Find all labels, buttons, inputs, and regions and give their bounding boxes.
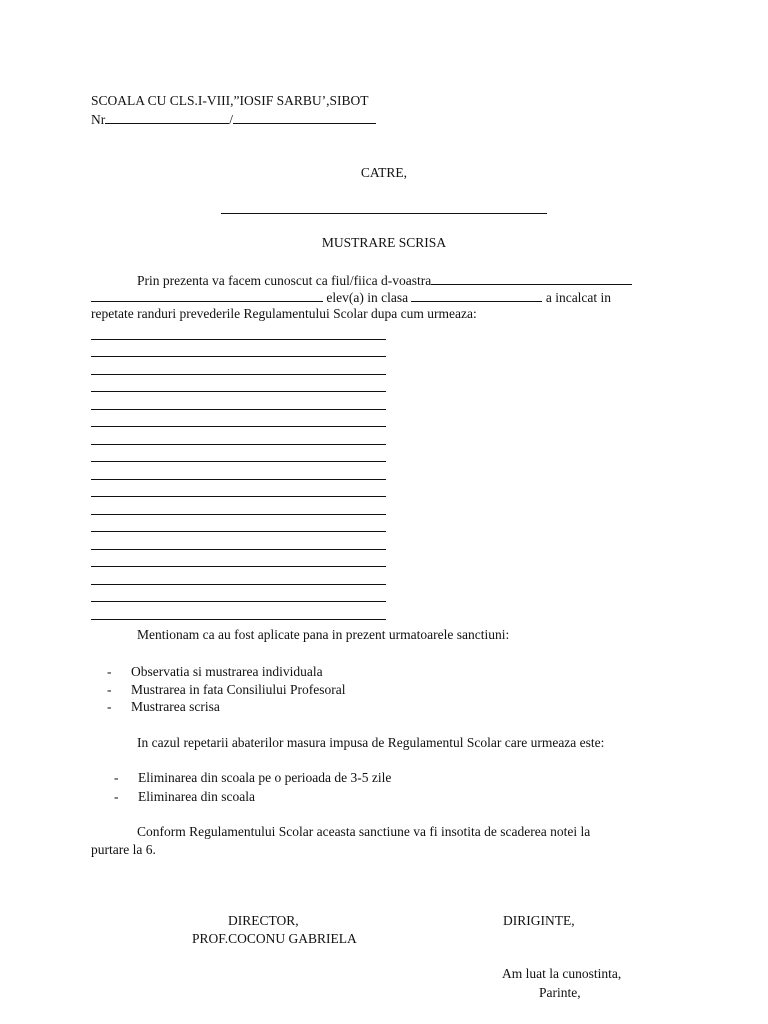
violation-line [91,444,386,445]
violation-line [91,479,386,480]
conclusion-line-2: purtare la 6. [91,842,156,857]
violation-line [91,426,386,427]
sanction-item [107,682,345,698]
repeat-intro: In cazul repetarii abaterilor masura impusa de Regulamentul Scolar care urmeaza este: [137,735,605,750]
violation-line [91,601,386,602]
child-name-blank [431,272,632,285]
nr-blank [105,111,229,124]
violation-line [91,356,386,357]
violation-line [91,531,386,532]
intro-text-part1: Prin prezenta va facem cunoscut ca fiul/fiica d-voastra [137,273,432,288]
violation-line [91,409,386,410]
violation-line [91,566,386,567]
dash-bullet: - [107,664,112,679]
sanction-item [107,664,323,680]
measure-text: Eliminarea din scoala pe o perioada de 3-5 zile [138,770,392,785]
sanctions-intro: Mentionam ca au fost aplicate pana in prezent urmatoarele sanctiuni: [137,627,510,642]
acknowledgement-label: Am luat la cunostinta, [502,966,622,981]
intro-text-part2: elev(a) in clasa [326,290,409,305]
sanction-text: Mustrarea scrisa [131,699,220,714]
nr-label: Nr [91,112,106,127]
dash-bullet: - [114,770,119,785]
sanction-text: Observatia si mustrarea individuala [131,664,323,679]
director-title: DIRECTOR, [228,913,299,928]
intro-line-1 [137,272,632,289]
diriginte-title: DIRIGINTE, [503,913,575,928]
violation-line [91,549,386,550]
document-title: MUSTRARE SCRISA [321,235,447,250]
dash-bullet: - [107,682,112,697]
class-blank [411,289,542,302]
intro-line-3: repetate randuri prevederile Regulamentului Scolar dupa cum urmeaza: [91,306,477,321]
document-number-line [91,111,376,128]
director-name: PROF.COCONU GABRIELA [192,931,357,946]
parent-label: Parinte, [539,985,581,1000]
addressee-label: CATRE, [360,165,408,180]
dash-bullet: - [114,789,119,804]
violation-line [91,339,386,340]
dash-bullet: - [107,699,112,714]
intro-text-part3: a incalcat in [545,290,612,305]
intro-line-2 [91,289,611,306]
conclusion-line-1: Conform Regulamentului Scolar aceasta sanctiune va fi insotita de scaderea notei la [137,824,591,839]
violation-line [91,514,386,515]
child-name-continuation-blank [91,289,323,302]
date-blank [233,111,376,124]
school-name: SCOALA CU CLS.I-VIII,”IOSIF SARBU’,SIBOT [91,93,369,108]
measure-item [114,789,255,805]
measure-text: Eliminarea din scoala [138,789,255,804]
violation-line [91,391,386,392]
violation-line [91,461,386,462]
violation-line [91,619,386,620]
violation-line [91,374,386,375]
sanction-item [107,699,220,715]
violation-line [91,584,386,585]
measure-item [114,770,391,786]
sanction-text: Mustrarea in fata Consiliului Profesoral [131,682,346,697]
nr-separator: / [229,112,234,127]
addressee-blank [221,213,547,214]
violation-line [91,496,386,497]
